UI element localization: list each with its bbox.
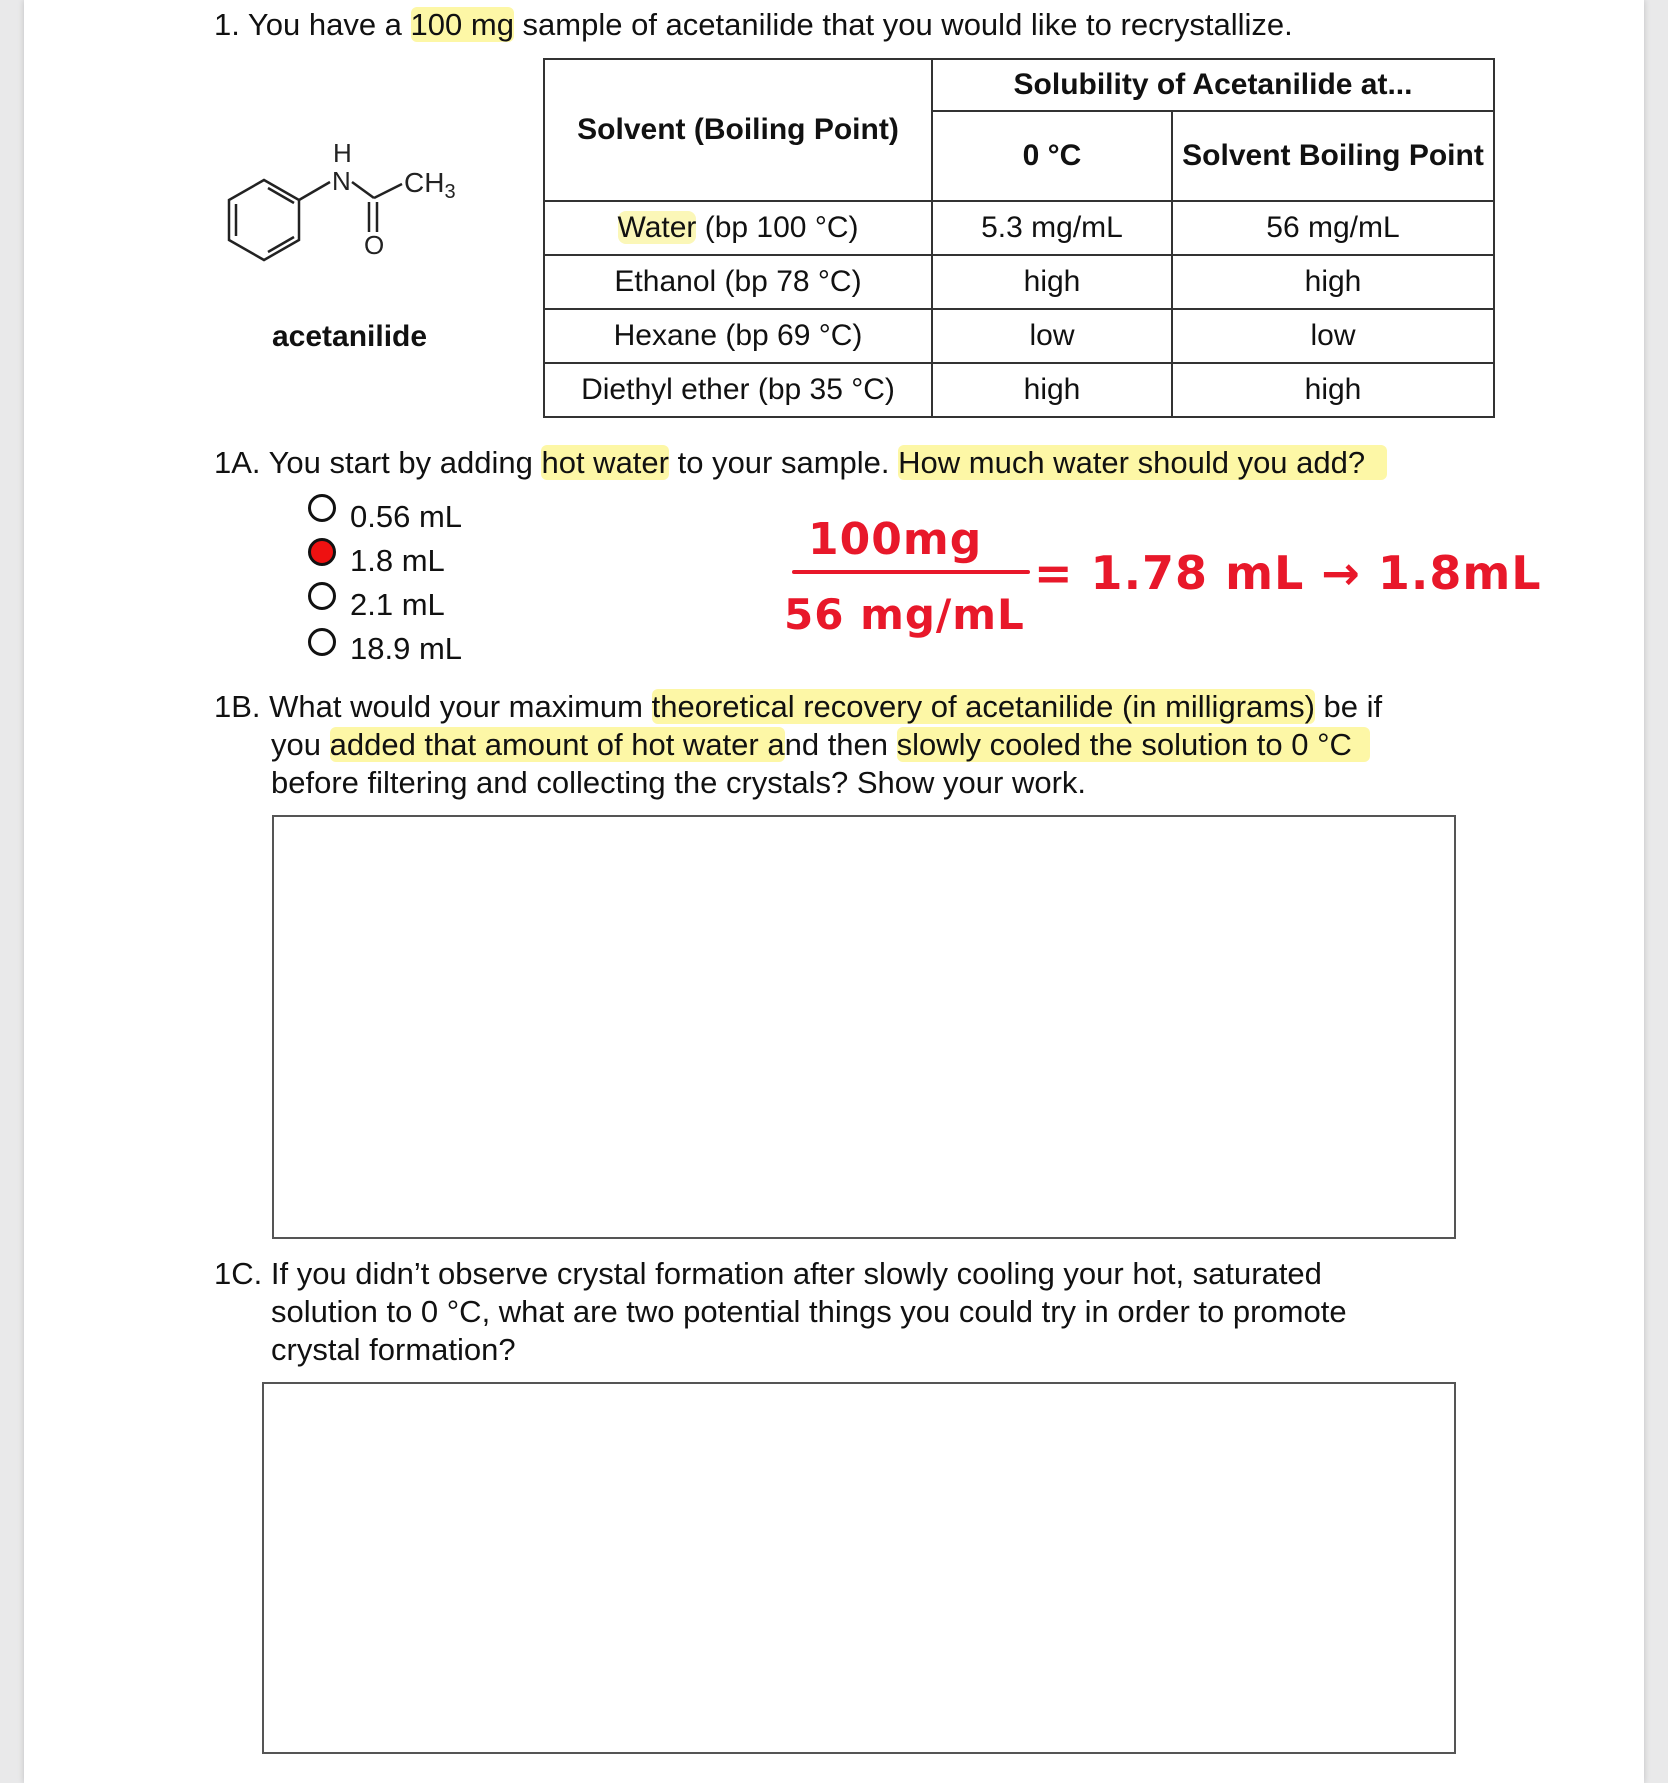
question-1b-line3: before filtering and collecting the crystals? Show your work. [271,765,1087,800]
option-label-3: 2.1 mL [350,587,445,622]
solvent-cell: Water (bp 100 °C) [544,201,932,255]
acetanilide-structure [224,140,484,280]
q1a-highlight-2: How much water should you add? [898,445,1387,480]
q1b-highlight-1: theoretical recovery of acetanilide (in milligrams) [651,689,1315,724]
solvent-cell: Ethanol (bp 78 °C) [544,255,932,309]
option-radio-3[interactable] [308,582,336,610]
answer-box-1c[interactable] [262,1382,1456,1754]
header-cold: 0 °C [932,111,1172,201]
answer-box-1b[interactable] [272,815,1456,1239]
q1a-highlight-1: hot water [541,445,669,480]
hot-cell: high [1172,363,1494,417]
nitrogen-label: N [332,166,351,196]
cold-cell: 5.3 mg/mL [932,201,1172,255]
handwritten-numerator: 100mg [808,514,983,565]
cold-cell: high [932,363,1172,417]
table-row [544,255,1494,309]
table-row [544,309,1494,363]
question-1a: 1A. You start by adding hot water to your sample. How much water should you add? [214,444,1387,482]
hot-cell: high [1172,255,1494,309]
option-radio-4[interactable] [308,628,336,656]
solvent-cell: Hexane (bp 69 °C) [544,309,932,363]
methyl-label: $CH_3$ [404,167,456,203]
handwritten-denominator: 56 mg/mL [784,590,1025,639]
option-label-1: 0.56 mL [350,499,463,534]
oxygen-label: O [364,230,385,260]
hot-cell: low [1172,309,1494,363]
solvent-cell: Diethyl ether (bp 35 °C) [544,363,932,417]
hot-cell: 56 mg/mL [1172,201,1494,255]
fraction-bar [792,570,1030,574]
q1-prefix: 1. You have a [214,7,411,42]
benzene-ring [229,180,299,260]
handwritten-result: = 1.78 mL → 1.8mL [1034,546,1542,600]
question-1c-line3: crystal formation? [271,1332,516,1367]
solubility-table [543,58,1495,418]
q1b-highlight-3: slowly cooled the solution to 0 °C [897,727,1370,762]
q1b-highlight-2: added that amount of hot water a [329,727,785,762]
worksheet-page [24,0,1644,1783]
header-solvent: Solvent (Boiling Point) [544,59,932,201]
option-label-2: 1.8 mL [350,543,445,578]
option-radio-1[interactable] [308,494,336,522]
question-1 [214,6,1293,44]
table-row [544,201,1494,255]
option-radio-2-selected[interactable] [308,538,336,566]
q1-suffix: sample of acetanilide that you would like to recrystallize. [513,7,1293,42]
header-solubility-group: Solubility of Acetanilide at... [932,59,1494,111]
question-1b-line1: 1B. What would your maximum theoretical recovery of acetanilide (in milligrams) be if [214,689,1383,724]
cold-cell: low [932,309,1172,363]
question-1c-line2: solution to 0 °C, what are two potential things you could try in order to promote [271,1294,1347,1329]
option-label-4: 18.9 mL [350,631,463,666]
cold-cell: high [932,255,1172,309]
question-1c-line1: 1C. If you didn’t observe crystal formation after slowly cooling your hot, saturated [214,1256,1322,1291]
question-1b-line2: you added that amount of hot water and then slowly cooled the solution to 0 °C [271,726,1370,764]
header-hot: Solvent Boiling Point [1172,111,1494,201]
table-row [544,363,1494,417]
hydrogen-label: H [333,140,352,168]
q1-highlight: 100 mg [410,7,514,42]
molecule-name: acetanilide [272,320,428,353]
